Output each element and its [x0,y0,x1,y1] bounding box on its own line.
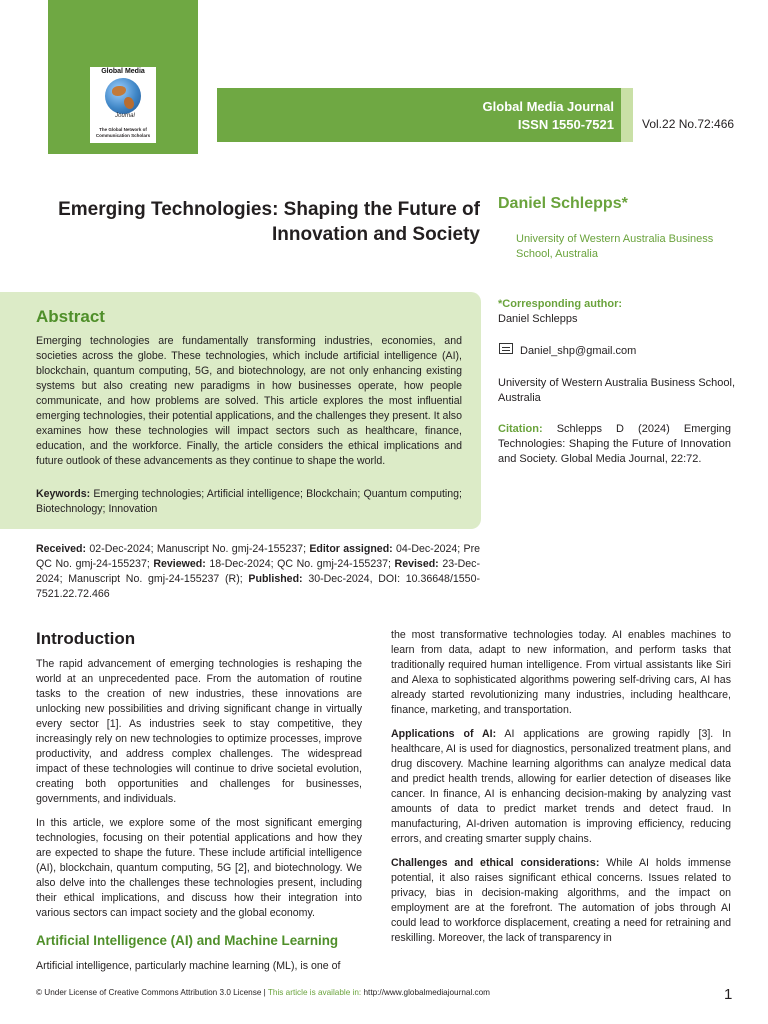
globe-land [124,97,134,109]
keywords-list: Emerging technologies; Artificial intelligence; Blockchain; Quantum computing; Biotechnology; Innovation [36,488,462,515]
citation [498,422,731,467]
keywords [36,487,462,517]
revised-text: 23-Dec-2024; Manuscript No. gmj-24-155237 (R); [36,558,480,585]
corresponding-heading: *Corresponding author: [498,298,623,310]
journal-banner [217,88,621,142]
reviewed-label: Reviewed: [153,558,206,570]
journal-name: Global Media Journal [482,99,614,114]
page-footer [36,988,490,997]
keywords-label: Keywords: [36,488,91,500]
journal-issn: ISSN 1550-7521 [517,117,614,132]
intro-paragraph-1: The rapid advancement of emerging technologies is reshaping the world at an unprecedented pace. From the automation of routine tasks to the creation of new industries, these innovations are unlocking new possibilities and driving significant change in virtually every sector [1]. As industries seek to stay competitive, they increasingly rely on new technologies to optimize processes, improve productivity, and address complex challenges. The widespread impact of these technologies will continue to drive societal evolution, creating both opportunities and challenges for businesses, governments, and individuals. [36,658,362,805]
applications-text: AI applications are growing rapidly [3]. In healthcare, AI is used for diagnostics, personalized treatment plans, and drug discovery. Machine learning algorithms can analyze medical data and predict health trends, allowing for earlier detection of diseases like cancer. In finance, AI is enhancing decision-making by analyzing vast amounts of data to predict market trends and detect fraud. In manufacturing, AI-driven automation is improving efficiency, reducing errors, and creating smarter supply chains. [391,728,731,845]
article-dates [36,542,480,602]
journal-url[interactable]: http://www.globalmediajournal.com [361,988,491,997]
applications-label: Applications of AI: [391,728,497,740]
editor-label: Editor assigned: [309,543,393,555]
challenges-paragraph [391,856,731,946]
ai-section-heading: Artificial Intelligence (AI) and Machine Learning [36,933,339,948]
published-label: Published: [248,573,303,585]
received-label: Received: [36,543,87,555]
banner-accent [621,88,633,142]
applications-paragraph [391,727,731,847]
corresponding-affiliation: University of Western Australia Business School, Australia [498,377,736,404]
ai-paragraph-start: Artificial intelligence, particularly machine learning (ML), is one of [36,960,341,972]
volume-info: Vol.22 No.72:466 [642,117,735,131]
globe-icon [105,78,141,114]
revised-label: Revised: [394,558,439,570]
reviewed-text: 18-Dec-2024; QC No. gmj-24-155237; [205,558,395,570]
published-text: 30-Dec-2024, DOI: 10.36648/1550-7521.22.72.466 [36,573,480,600]
author-affiliation: University of Western Australia Business School, Australia [516,233,714,260]
body-column-right [391,628,731,955]
license-text: © Under License of Creative Commons Attribution 3.0 License | [36,988,268,997]
author-name: Daniel Schlepps* [498,195,628,212]
introduction-heading: Introduction [36,629,136,648]
available-label: This article is available in: [267,988,362,997]
logo-subtitle: The Global Network of Communication Scholars [95,127,151,138]
editor-text: 04-Dec-2024; Pre QC No. gmj-24-155237; [36,543,481,570]
challenges-text: While AI holds immense potential, it also raises significant ethical concerns. Issues related to privacy, bias in decision-making algorithms, and the impact on employment are at the forefront. The automation of jobs through AI could lead to workforce displacement, creating a need for retraining and reskilling. Moreover, the lack of transparency in [391,857,731,944]
abstract-heading: Abstract [36,307,105,326]
corresponding-name: Daniel Schlepps [498,313,578,325]
challenges-label: Challenges and ethical considerations: [391,857,600,869]
citation-text: Schlepps D (2024) Emerging Technologies: Shaping the Future of Innovation and Society. Global Media Journal, 22:72. [498,423,731,465]
corresponding-email[interactable]: Daniel_shp@gmail.com [520,345,637,357]
article-title: Emerging Technologies: Shaping the Future of Innovation and Society [58,199,480,245]
logo-arc-text: Global Media [101,68,145,75]
abstract-text: Emerging technologies are fundamentally transforming industries, economies, and societies across the globe. These technologies, which include artificial intelligence (AI), blockchain, quantum computing, 5G, and biotechnology, are not only enhancing existing systems but also creating new paradigms in how businesses operate, how people communicate, and how problems are solved. This article explores the most influential emerging technologies, their potential applications, and the challenges they present. It also examines how these technologies will impact sectors such as healthcare, finance, education, and the workforce. Finally, the article considers the ethical implications and future outlook of these advancements as they continue to shape the world. [36,335,462,467]
citation-label: Citation: [498,423,543,435]
logo-journal-text: Journal [115,113,135,119]
page-number: 1 [724,986,733,1003]
ai-paragraph-continued: the most transformative technologies today. AI enables machines to learn from data, adapt to new information, and perform tasks that traditionally required human intelligence. From virtual assistants like Siri and Alexa to sophisticated algorithms powering self-driving cars, AI has already started revolutionizing many industries, including healthcare, finance, marketing, and transportation. [391,629,731,716]
intro-paragraph-2: In this article, we explore some of the most significant emerging technologies, focusing on their potential applications and how they are expected to shape the future. These include artificial intelligence (AI), blockchain, quantum computing, 5G [2], and biotechnology. We also delve into the challenges these technologies present, including their ethical implications, and discuss how their integration into various sectors can impact society and the global economy. [36,817,362,919]
body-column-left [36,657,362,930]
received-text: 02-Dec-2024; Manuscript No. gmj-24-155237; [86,543,310,555]
mail-icon [499,343,513,354]
